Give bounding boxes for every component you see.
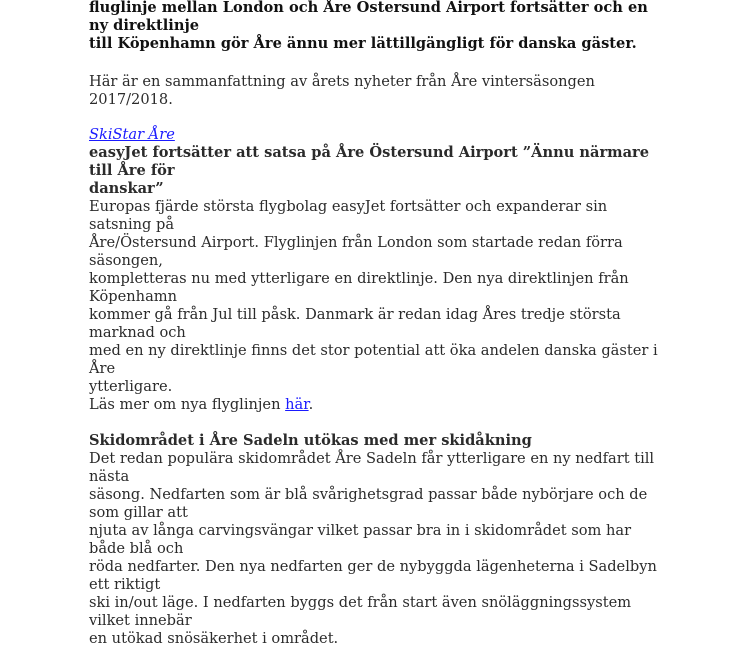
section1-heading-line-2: danskar” [89, 180, 164, 197]
read-more-prefix: Läs mer om nya flyglinjen [89, 396, 286, 413]
source-link[interactable]: SkiStar Åre [89, 126, 175, 143]
body-line: röda nedfarter. Den nya nedfarten ger de nybyggda lägenheterna i Sadelbyn ett riktigt [89, 558, 657, 593]
body-line: ski in/out läge. I nedfarten byggs det från start även snöläggningssystem vilket innebär [89, 594, 632, 629]
section1-heading-line-1: easyJet fortsätter att satsa på Åre Östersund Airport ”Ännu närmare till Åre för [89, 144, 650, 179]
body-line: ytterligare. [89, 378, 173, 395]
article-body [89, 0, 669, 648]
read-more-suffix: . [308, 396, 314, 413]
lead-line-1: fluglinje mellan London och Åre Östersund Airport fortsätter och en ny direktlinje [89, 0, 648, 34]
read-more-link[interactable]: här [285, 396, 309, 413]
body-line: kompletteras nu med ytterligare en direktlinje. Den nya direktlinjen från Köpenhamn [89, 270, 629, 305]
section1-body [89, 198, 669, 414]
body-line: kommer gå från Jul till påsk. Danmark är redan idag Åres tredje största marknad och [89, 306, 621, 341]
body-line: njuta av långa carvingsvängar vilket passar bra in i skidområdet som har både blå och [89, 522, 632, 557]
body-line: Åre/Östersund Airport. Flyglinjen från London som startade redan förra säsongen, [89, 234, 623, 269]
section1-heading [89, 144, 669, 198]
body-line: med en ny direktlinje finns det stor potential att öka andelen danska gäster i Åre [89, 342, 658, 377]
body-line: en utökad snösäkerhet i området. [89, 630, 339, 647]
summary-paragraph: Här är en sammanfattning av årets nyheter från Åre vintersäsongen 2017/2018. [89, 73, 595, 108]
body-line: säsong. Nedfarten som är blå svårighetsgrad passar både nybörjare och de som gillar att [89, 486, 648, 521]
body-line: Det redan populära skidområdet Åre Sadeln får ytterligare en ny nedfart till nästa [89, 450, 655, 485]
section2-body [89, 450, 669, 648]
body-line: Europas fjärde största flygbolag easyJet fortsätter och expanderar sin satsning på [89, 198, 608, 233]
lead-paragraph [89, 0, 669, 53]
section2-heading: Skidområdet i Åre Sadeln utökas med mer skidåkning [89, 432, 532, 449]
lead-line-2: till Köpenhamn gör Åre ännu mer lättillgängligt för danska gäster. [89, 35, 637, 52]
